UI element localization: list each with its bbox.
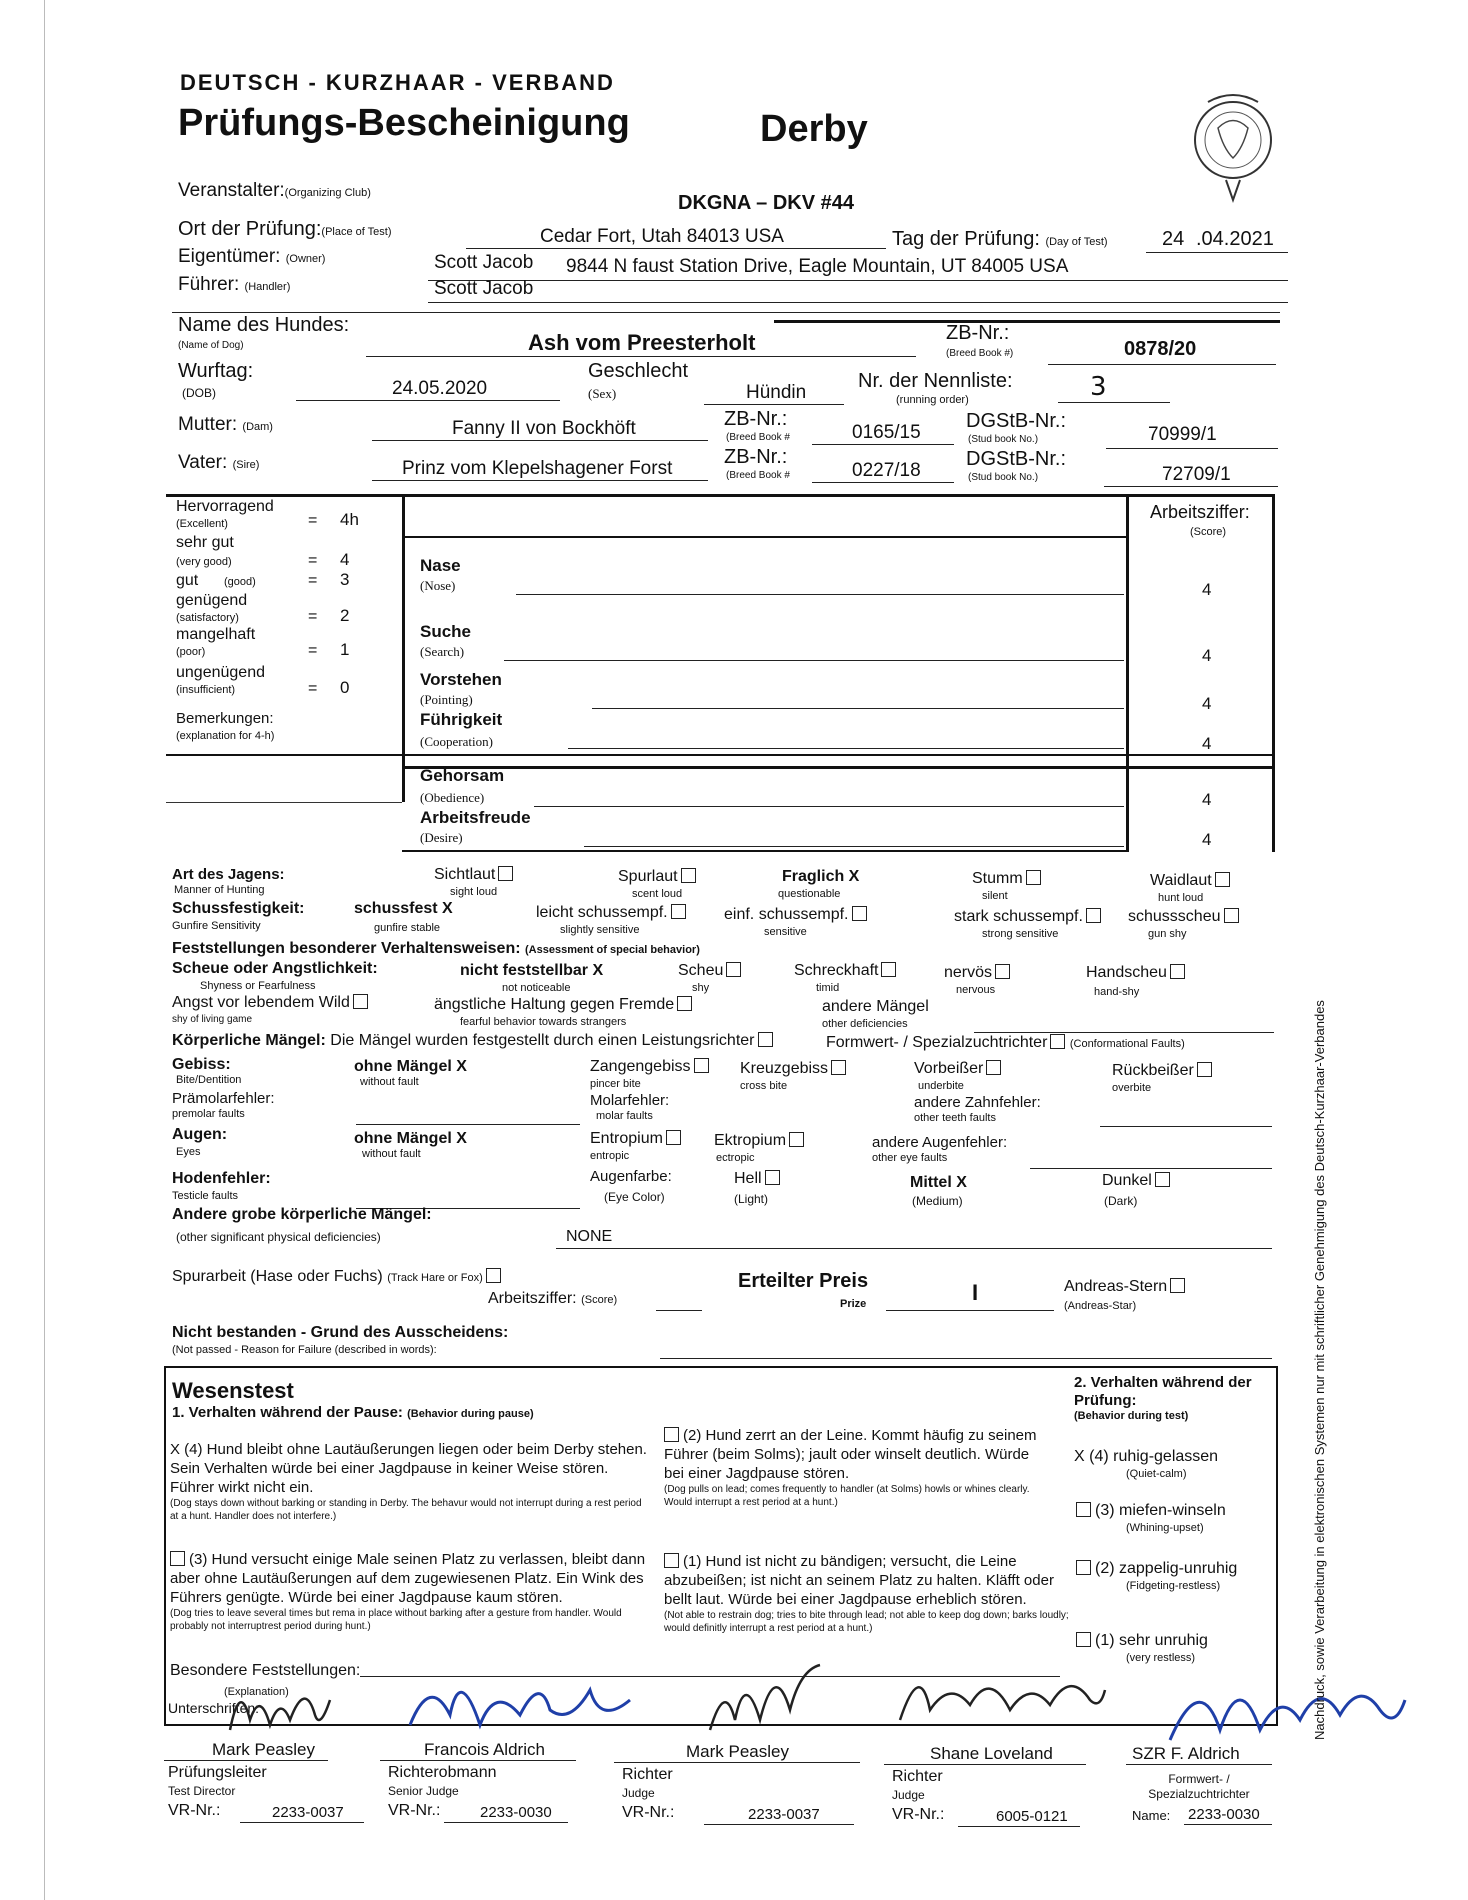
- sire-zb-value: 0227/18: [852, 460, 921, 481]
- stranger-fear-en: fearful behavior towards strangers: [460, 1016, 627, 1028]
- sire-zb-label-en: (Breed Book #: [726, 470, 790, 481]
- date-label: Tag der Prüfung: (Day of Test): [892, 228, 1108, 250]
- bite-no-fault-en: without fault: [360, 1076, 419, 1088]
- shy-not-noticeable-en: not noticeable: [502, 982, 571, 994]
- checkbox[interactable]: [1197, 1062, 1212, 1077]
- checkbox[interactable]: [694, 1058, 709, 1073]
- bite-cross-en: cross bite: [740, 1080, 788, 1092]
- andreas-star-en: (Andreas-Star): [1064, 1300, 1137, 1312]
- scale-row-en: (insufficient): [176, 684, 236, 696]
- pause-option-1: (1) Hund ist nicht zu bändigen; versucht, die Leine abzubeißen; ist nicht an seinem Platz zu halten. Kläfft oder bellt laut. Würde bei einer Jagdpause erheblich stören. (Not able to restrain dog; tries to bite through lead; not able to keep dog down; barks loudly; would definitly interrupt a rest period at a hunt.): [664, 1553, 1069, 1634]
- signer-role: Richterobmann: [388, 1764, 497, 1781]
- hunting-silent-en: silent: [982, 890, 1008, 902]
- scale-row: sehr gut: [176, 534, 234, 551]
- checkbox[interactable]: [1170, 964, 1185, 979]
- bite-under-en: underbite: [918, 1080, 964, 1092]
- subject-desire: Arbeitsfreude: [420, 808, 531, 827]
- dam-label: Mutter: (Dam): [178, 414, 273, 435]
- dam-dgstb-label: DGStB-Nr.:: [966, 410, 1067, 432]
- owner-name: Scott Jacob: [434, 252, 534, 273]
- dob-label-en: (DOB): [182, 386, 216, 400]
- stranger-fear: ängstliche Haltung gegen Fremde: [434, 996, 692, 1014]
- subject-desire-en: (Desire): [420, 830, 463, 845]
- testicle-label-en: Testicle faults: [172, 1190, 239, 1202]
- zb-label: ZB-Nr.:: [946, 322, 1010, 344]
- dam-zb-value: 0165/15: [852, 422, 921, 443]
- shy-timid: Schreckhaft: [794, 962, 896, 980]
- eye-medium-en: (Medium): [912, 1194, 963, 1208]
- molar-label-en: molar faults: [596, 1110, 653, 1122]
- hunting-scent-en: scent loud: [632, 888, 683, 900]
- gunfire-slight-en: slightly sensitive: [560, 924, 640, 936]
- scale-eq: =: [308, 552, 318, 569]
- test-option-3-en: (Whining-upset): [1126, 1522, 1204, 1534]
- fail-label-en: (Not passed - Reason for Failure (described in words):: [172, 1344, 437, 1356]
- andreas-star: Andreas-Stern: [1064, 1278, 1185, 1296]
- dob-value: 24.05.2020: [392, 378, 488, 399]
- test-option-2-en: (Fidgeting-restless): [1126, 1580, 1221, 1592]
- signer-role-en: Judge: [622, 1786, 655, 1800]
- other-deficiencies-en: other deficiencies: [822, 1018, 908, 1030]
- sire-value: Prinz vom Klepelshagener Forst: [402, 458, 673, 479]
- eye-color-label: Augenfarbe:: [590, 1168, 672, 1185]
- running-order-value: 3: [1090, 372, 1107, 402]
- signer-role: Formwert- / Spezialzuchtrichter: [1148, 1772, 1250, 1801]
- handler-value: Scott Jacob: [434, 278, 534, 299]
- subject-cooperation: Führigkeit: [420, 710, 503, 729]
- checkbox[interactable]: [1155, 1172, 1170, 1187]
- subject-pointing: Vorstehen: [420, 670, 502, 689]
- scale-value: 1: [340, 640, 350, 659]
- bite-no-fault: ohne Mängel X: [354, 1058, 467, 1075]
- scale-row: genügend: [176, 592, 248, 609]
- signer-role-en: Senior Judge: [388, 1784, 459, 1798]
- subject-pointing-en: (Pointing): [420, 692, 473, 707]
- signer-name: Mark Peasley: [686, 1742, 789, 1761]
- score-header: Arbeitsziffer:: [1150, 502, 1250, 522]
- scale-eq: =: [308, 642, 318, 659]
- eye-color-label-en: (Eye Color): [604, 1190, 665, 1204]
- scale-value: 3: [340, 570, 350, 589]
- scale-eq: =: [308, 608, 318, 625]
- association-seal-logo: [1188, 88, 1278, 208]
- sire-dgstb-label: DGStB-Nr.:: [966, 448, 1067, 470]
- checkbox[interactable]: [881, 962, 896, 977]
- signer-vr-label: VR-Nr.:: [168, 1802, 221, 1819]
- other-deficiencies: andere Mängel: [822, 998, 929, 1015]
- bite-over: Rückbeißer: [1112, 1062, 1212, 1080]
- dog-name-label: Name des Hundes:: [178, 314, 350, 336]
- eye-ectropic: Ektropium: [714, 1132, 804, 1150]
- tracking-score-label: Arbeitsziffer: (Score): [488, 1290, 618, 1307]
- gunfire-stable: schussfest X: [354, 900, 453, 917]
- date-day: 24: [1162, 228, 1185, 250]
- checkbox[interactable]: [831, 1060, 846, 1075]
- prize-label: Erteilter Preis: [738, 1270, 869, 1292]
- scale-eq: =: [308, 512, 318, 529]
- signer-vr-label: VR-Nr.:: [892, 1806, 945, 1823]
- hunting-scent: Spurlaut: [618, 868, 696, 886]
- dob-label: Wurftag:: [178, 360, 254, 382]
- date-rest: .04.2021: [1196, 228, 1274, 250]
- dam-zb-label: ZB-Nr.:: [724, 408, 788, 430]
- checkbox[interactable]: [1050, 1034, 1065, 1049]
- signer-vr-value: 6005-0121: [996, 1808, 1068, 1825]
- score-obedience: 4: [1202, 790, 1212, 809]
- checkbox[interactable]: [1170, 1278, 1185, 1293]
- scale-value: 0: [340, 678, 350, 697]
- hunting-label-en: Manner of Hunting: [174, 884, 265, 896]
- other-physical-value: NONE: [566, 1228, 613, 1245]
- bite-pincer: Zangengebiss: [590, 1058, 709, 1076]
- other-eye-label-en: other eye faults: [872, 1152, 948, 1164]
- signer-role: Richter: [892, 1768, 943, 1785]
- signer-role: Prüfungsleiter: [168, 1764, 267, 1781]
- gunfire-sensitive-en: sensitive: [764, 926, 807, 938]
- checkbox[interactable]: [758, 1032, 773, 1047]
- reprint-notice: Nachdruck, sowie Verarbeitung in elektronischen Systemen nur mit schriftlicher Genehmigung des Deutsch-Kurzhaar-Verbandes: [1312, 1000, 1327, 1740]
- signer-vr-value: 2233-0037: [748, 1806, 820, 1823]
- gunfire-sensitive: einf. schussempf.: [724, 906, 867, 924]
- signature-mark-peasley-1: [220, 1670, 360, 1750]
- special-findings-label: Besondere Feststellungen:: [170, 1662, 361, 1679]
- eyes-no-fault: ohne Mängel X: [354, 1130, 467, 1147]
- eye-dark: Dunkel: [1102, 1172, 1170, 1190]
- bite-under: Vorbeißer: [914, 1060, 1001, 1078]
- checkbox[interactable]: [677, 996, 692, 1011]
- sex-label-en: (Sex): [588, 386, 617, 401]
- game-fear-en: shy of living game: [172, 1014, 253, 1025]
- hunting-loud-en: hunt loud: [1158, 892, 1204, 904]
- game-fear: Angst vor lebendem Wild: [172, 994, 368, 1012]
- sire-dgstb-label-en: (Stud book No.): [968, 472, 1039, 483]
- gunfire-slight: leicht schussempf.: [536, 904, 686, 922]
- signatures-label: Unterschriften:: [168, 1700, 260, 1716]
- test-type: Derby: [760, 108, 868, 150]
- shy-timid-en: timid: [816, 982, 840, 994]
- checkbox[interactable]: [1215, 872, 1230, 887]
- signature-shane-loveland: [890, 1650, 1110, 1740]
- checkbox[interactable]: [671, 904, 686, 919]
- dam-value: Fanny II von Bockhöft: [452, 418, 636, 439]
- signer-vr-value: 2233-0030: [480, 1804, 552, 1821]
- special-findings-label-en: (Explanation): [224, 1686, 289, 1698]
- prize-label-en: Prize: [840, 1298, 867, 1310]
- document-title: Prüfungs-Bescheinigung: [178, 102, 630, 144]
- test-option-1: (1) sehr unruhig: [1074, 1632, 1208, 1650]
- association-name: DEUTSCH - KURZHAAR - VERBAND: [180, 70, 615, 95]
- shy-not-noticeable: nicht feststellbar X: [460, 962, 604, 979]
- molar-label: Molarfehler:: [590, 1092, 670, 1109]
- checkbox[interactable]: [986, 1060, 1001, 1075]
- subject-obedience: Gehorsam: [420, 766, 505, 785]
- dam-dgstb-label-en: (Stud book No.): [968, 434, 1039, 445]
- shy-scheu-en: shy: [692, 982, 710, 994]
- test-option-3: (3) miefen-winseln: [1074, 1502, 1226, 1520]
- checkbox[interactable]: [664, 1553, 679, 1568]
- scale-row-en: (Excellent): [176, 518, 228, 530]
- shy-handshy-en: hand-shy: [1094, 986, 1140, 998]
- premolar-label: Prämolarfehler:: [172, 1090, 275, 1107]
- signer-role: Richter: [622, 1766, 673, 1783]
- shy-nervous: nervös: [944, 964, 1010, 982]
- sex-label: Geschlecht: [588, 360, 689, 382]
- bite-over-en: overbite: [1112, 1082, 1152, 1094]
- gunfire-strong-en: strong sensitive: [982, 928, 1059, 940]
- hunting-loud: Waidlaut: [1150, 872, 1230, 890]
- signer-vr-value: 2233-0030: [1188, 1806, 1260, 1823]
- organizer-label: Veranstalter:(Organizing Club): [178, 180, 371, 201]
- organizer-value: DKGNA – DKV #44: [678, 192, 854, 214]
- teeth-label: andere Zahnfehler:: [914, 1094, 1041, 1111]
- subject-nose: Nase: [420, 556, 461, 575]
- dog-name: Ash vom Preesterholt: [528, 330, 756, 355]
- subject-obedience-en: (Obedience): [420, 790, 485, 805]
- score-nose: 4: [1202, 580, 1212, 599]
- running-order-label-en: (running order): [896, 394, 969, 406]
- gunfire-stable-en: gunfire stable: [374, 922, 441, 934]
- checkbox[interactable]: [765, 1170, 780, 1185]
- checkbox[interactable]: [1086, 908, 1101, 923]
- dam-dgstb-value: 70999/1: [1148, 424, 1217, 445]
- pause-title: 1. Verhalten während der Pause: (Behavior during pause): [172, 1404, 534, 1421]
- eye-ectropic-en: ectropic: [716, 1152, 755, 1164]
- dam-zb-label-en: (Breed Book #: [726, 432, 790, 443]
- gunfire-label: Schussfestigkeit:: [172, 900, 305, 917]
- score-desire: 4: [1202, 830, 1212, 849]
- eye-medium: Mittel X: [910, 1174, 967, 1191]
- gunfire-shy: schussscheu: [1128, 908, 1239, 926]
- checkbox[interactable]: [789, 1132, 804, 1147]
- checkbox[interactable]: [486, 1268, 501, 1283]
- score-search: 4: [1202, 646, 1212, 665]
- test-option-2: (2) zappelig-unruhig: [1074, 1560, 1237, 1578]
- scale-row-en: (poor): [176, 646, 206, 658]
- eyes-label: Augen:: [172, 1126, 228, 1143]
- zb-value: 0878/20: [1124, 338, 1197, 360]
- test-option-4: X (4) ruhig-gelassen: [1074, 1448, 1219, 1465]
- handler-label: Führer: (Handler): [178, 274, 291, 295]
- hunting-silent: Stumm: [972, 870, 1041, 888]
- hunting-sight-en: sight loud: [450, 886, 498, 898]
- shy-handshy: Handscheu: [1086, 964, 1185, 982]
- gunfire-shy-en: gun shy: [1148, 928, 1187, 940]
- page-edge: [44, 0, 45, 1900]
- score-header-en: (Score): [1190, 526, 1227, 538]
- eyes-label-en: Eyes: [176, 1146, 201, 1158]
- subject-nose-en: (Nose): [420, 578, 456, 593]
- other-physical-label: Andere grobe körperliche Mängel:: [172, 1206, 432, 1223]
- scale-row-en: (very good): [176, 556, 232, 568]
- signer-name: SZR F. Aldrich: [1132, 1744, 1240, 1763]
- scale-row: Hervorragend: [176, 498, 274, 515]
- running-order-label: Nr. der Nennliste:: [858, 370, 1013, 392]
- scale-value: 2: [340, 606, 350, 625]
- checkbox[interactable]: [666, 1130, 681, 1145]
- score-pointing: 4: [1202, 694, 1212, 713]
- bite-pincer-en: pincer bite: [590, 1078, 641, 1090]
- pause-option-3: (3) Hund versucht einige Male seinen Platz zu verlassen, bleibt dann aber ohne Lautäußerungen auf dem zugewiesenen Platz. Ein Wink des Führers genügte. Würde bei einer Jagdpause kaum stören. (Dog tries to leave several times but rema in place without barking after a gesture from handler. Would probably not interruptrest period during hunt.): [170, 1551, 646, 1632]
- fail-label: Nicht bestanden - Grund des Ausscheidens:: [172, 1324, 509, 1341]
- subject-search: Suche: [420, 622, 472, 641]
- signer-vr-label: VR-Nr.:: [388, 1802, 441, 1819]
- gunfire-strong: stark schussempf.: [954, 908, 1101, 926]
- signer-name: Shane Loveland: [930, 1744, 1053, 1763]
- test-option-1-en: (very restless): [1126, 1652, 1196, 1664]
- bite-label: Gebiss:: [172, 1056, 231, 1073]
- test-option-4-en: (Quiet-calm): [1126, 1468, 1187, 1480]
- checkbox[interactable]: [681, 868, 696, 883]
- hunting-questionable-en: questionable: [778, 888, 841, 900]
- shyness-label-en: Shyness or Fearfulness: [200, 980, 316, 992]
- checkbox[interactable]: [995, 964, 1010, 979]
- scale-row-en: (good): [224, 576, 256, 588]
- checkbox[interactable]: [498, 866, 513, 881]
- signer-role-en: Judge: [892, 1788, 925, 1802]
- shy-scheu: Scheu: [678, 962, 741, 980]
- subject-cooperation-en: (Cooperation): [420, 734, 493, 749]
- scale-row: mangelhaft: [176, 626, 256, 643]
- eye-dark-en: (Dark): [1104, 1194, 1138, 1208]
- pause-option-4: X (4) Hund bleibt ohne Lautäußerungen liegen oder beim Derby stehen. Sein Verhalten würde bei einer Jagdpause in keiner Weise stören. Führer wirkt nicht ein. (Dog stays down without barking or standing in Derby. The behavur would not interrupt during a rest period at a hunt. Handler does not interfere.): [170, 1441, 647, 1522]
- place-value: Cedar Fort, Utah 84013 USA: [540, 226, 784, 247]
- premolar-label-en: premolar faults: [172, 1108, 245, 1120]
- eye-light-en: (Light): [734, 1192, 769, 1206]
- gunfire-label-en: Gunfire Sensitivity: [172, 920, 261, 932]
- sire-zb-label: ZB-Nr.:: [724, 446, 788, 468]
- hunting-label: Art des Jagens:: [172, 866, 285, 883]
- scale-row: ungenügend: [176, 664, 265, 681]
- sire-label: Vater: (Sire): [178, 452, 260, 473]
- shy-nervous-en: nervous: [956, 984, 996, 996]
- owner-address: 9844 N faust Station Drive, Eagle Mountain, UT 84005 USA: [566, 256, 1069, 277]
- pause-option-2: (2) Hund zerrt an der Leine. Kommt häufig zu seinem Führer (beim Solms); jault oder winselt deutlich. Würde bei einer Jagdpause stören. (Dog pulls on lead; comes frequently to handler (at Solms) howls or whines clearly. Would interrupt a rest period at a hunt.): [664, 1427, 1037, 1508]
- behavior-title: Feststellungen besonderer Verhaltensweisen: (Assessment of special behavior): [172, 940, 700, 957]
- checkbox[interactable]: [1026, 870, 1041, 885]
- remarks-label-en: (explanation for 4-h): [176, 730, 275, 742]
- subject-search-en: (Search): [420, 644, 465, 659]
- tracking-label: Spurarbeit (Hase oder Fuchs) (Track Hare or Fox): [172, 1268, 501, 1286]
- checkbox[interactable]: [353, 994, 368, 1009]
- eye-entropic: Entropium: [590, 1130, 681, 1148]
- signer-name: Mark Peasley: [212, 1740, 315, 1759]
- checkbox[interactable]: [1076, 1632, 1091, 1647]
- test-behavior-title: 2. Verhalten während der Prüfung: (Behavior during test): [1074, 1374, 1252, 1422]
- score-cooperation: 4: [1202, 734, 1212, 753]
- eye-entropic-en: entropic: [590, 1150, 630, 1162]
- prize-value: I: [972, 1280, 979, 1305]
- temperament-title: Wesenstest: [172, 1378, 294, 1403]
- checkbox[interactable]: [170, 1551, 185, 1566]
- teeth-label-en: other teeth faults: [914, 1112, 996, 1124]
- bite-cross: Kreuzgebiss: [740, 1060, 846, 1078]
- sire-dgstb-value: 72709/1: [1162, 464, 1231, 485]
- checkbox[interactable]: [852, 906, 867, 921]
- physical-conf: Formwert- / Spezialzuchtrichter (Conformational Faults): [826, 1034, 1185, 1051]
- signer-vr-label: VR-Nr.:: [622, 1804, 675, 1821]
- checkbox[interactable]: [1076, 1560, 1091, 1575]
- signer-role-en: Test Director: [168, 1784, 236, 1798]
- signature-mark-peasley-2: [700, 1650, 840, 1750]
- remarks-label: Bemerkungen:: [176, 710, 274, 727]
- checkbox[interactable]: [1224, 908, 1239, 923]
- signer-vr-value: 2233-0037: [272, 1804, 344, 1821]
- place-label: Ort der Prüfung:(Place of Test): [178, 218, 392, 240]
- other-physical-label-en: (other significant physical deficiencies): [176, 1230, 381, 1244]
- scale-value: 4: [340, 550, 350, 569]
- scale-row-en: (satisfactory): [176, 612, 239, 624]
- signer-vr-label: Name:: [1132, 1808, 1171, 1823]
- hunting-questionable: Fraglich X: [782, 868, 860, 885]
- hunting-sight: Sichtlaut: [434, 866, 513, 884]
- bite-label-en: Bite/Dentition: [176, 1074, 242, 1086]
- scale-value: 4h: [340, 510, 359, 529]
- shyness-label: Scheue oder Angstlichkeit:: [172, 960, 378, 977]
- eye-light: Hell: [734, 1170, 780, 1188]
- scale-eq: =: [308, 572, 318, 589]
- scale-eq: =: [308, 680, 318, 697]
- dog-name-label-en: (Name of Dog): [178, 340, 244, 351]
- owner-label: Eigentümer: (Owner): [178, 246, 326, 267]
- scale-row: gut: [176, 572, 199, 589]
- checkbox[interactable]: [1076, 1502, 1091, 1517]
- eyes-no-fault-en: without fault: [362, 1148, 421, 1160]
- checkbox[interactable]: [726, 962, 741, 977]
- zb-label-en: (Breed Book #): [946, 348, 1014, 359]
- other-eye-label: andere Augenfehler:: [872, 1134, 1008, 1151]
- sex-value: Hündin: [746, 382, 807, 403]
- testicle-label: Hodenfehler:: [172, 1170, 271, 1187]
- checkbox[interactable]: [664, 1427, 679, 1442]
- physical-title: Körperliche Mängel: Die Mängel wurden festgestellt durch einen Leistungsrichter: [172, 1032, 773, 1050]
- signer-name: Francois Aldrich: [424, 1740, 545, 1759]
